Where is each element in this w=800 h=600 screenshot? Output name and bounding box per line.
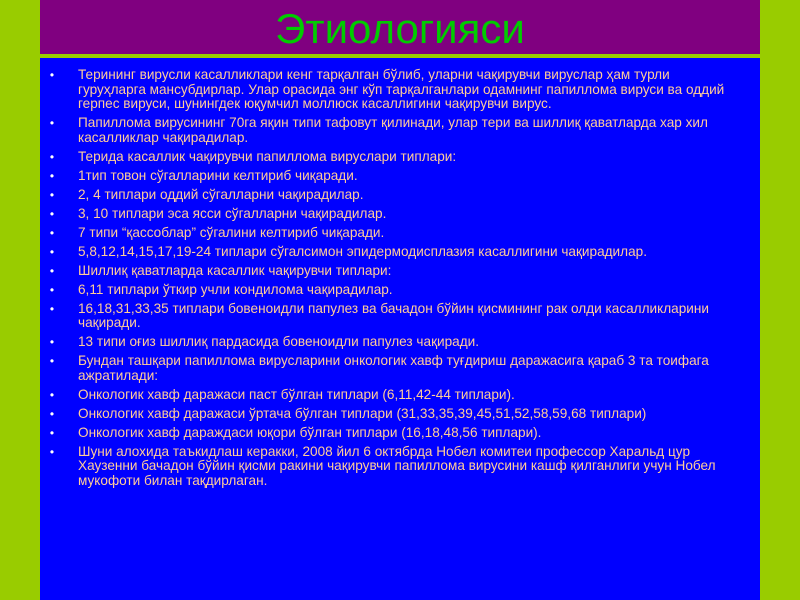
bullet-icon: •	[49, 387, 55, 402]
bullet-item	[46, 116, 740, 145]
bullet-list	[46, 68, 740, 489]
bullet-text: Терининг вирусли касалликлари кенг тарқалган бўлиб, уларни чақирувчи вируслар ҳам турли гуруҳларга мансубдирлар. Улар орасида энг кўп тарқалганлари одамнинг папиллома вируси ва оддий герпес вируси, шунингдек юқумчил моллюск касаллигини чақирувчи вирус.	[78, 67, 725, 112]
bullet-icon: •	[49, 187, 55, 202]
bullet-text: 16,18,31,33,35 типлари бовеноидли папулез ва бачадон бўйин қисмининг рак олди касалликларини чақиради.	[78, 300, 709, 331]
bullet-icon: •	[49, 354, 55, 369]
bullet-item	[46, 226, 740, 241]
bullet-icon: •	[49, 149, 55, 164]
bullet-item	[46, 388, 740, 403]
bullet-text: 7 типи “қассоблар” сўгалини келтириб чиқаради.	[78, 224, 385, 240]
bullet-icon: •	[49, 301, 55, 316]
bullet-item	[46, 426, 740, 441]
bullet-text: Шуни алохида таъкидлаш керакки, 2008 йил 6 октябрда Нобел комитеи профессор Харальд цур Хаузенни бачадон бўйин қисми ракини чақирувчи папиллома вирусини кашф қилганлиги учун Нобел мукофоти билан тақдирлаган.	[78, 443, 716, 488]
bullet-item	[46, 207, 740, 222]
bullet-text: 13 типи оғиз шиллиқ пардасида бовеноидли папулез чақиради.	[78, 334, 480, 350]
bullet-item	[46, 354, 740, 383]
bullet-item	[46, 245, 740, 260]
bullet-text: 1тип товон сўгалларини келтириб чиқаради.	[78, 167, 358, 183]
bullet-item	[46, 188, 740, 203]
bullet-text: Онкологик хавф даражаси паст бўлган типлари (6,11,42-44 типлари).	[78, 386, 515, 402]
bullet-item	[46, 335, 740, 350]
bullet-text: 3, 10 типлари эса ясси сўгалларни чақирадилар.	[78, 205, 387, 221]
bullet-item	[46, 445, 740, 489]
bullet-text: Онкологик хавф даражаси ўртача бўлган типлари (31,33,35,39,45,51,52,58,59,68 типлари)	[78, 405, 647, 421]
bullet-icon: •	[49, 244, 55, 259]
bullet-icon: •	[49, 282, 55, 297]
bullet-item	[46, 150, 740, 165]
bullet-item	[46, 302, 740, 331]
bullet-icon: •	[49, 225, 55, 240]
bullet-item	[46, 407, 740, 422]
bullet-text: Шиллиқ қаватларда касаллик чақирувчи типлари:	[78, 262, 392, 278]
bullet-icon: •	[49, 263, 55, 278]
bullet-item	[46, 68, 740, 112]
slide-title: Этиологияси	[275, 5, 525, 52]
bullet-icon: •	[49, 335, 55, 350]
bullet-item	[46, 169, 740, 184]
bullet-text: Терида касаллик чақирувчи папиллома вируслари типлари:	[78, 148, 457, 164]
bullet-icon: •	[49, 425, 55, 440]
bullet-text: Папиллома вирусининг 70га яқин типи тафовут қилинади, улар тери ва шиллиқ қаватларда хар хил касалликлар чақирадилар.	[78, 115, 708, 145]
bullet-text: 5,8,12,14,15,17,19-24 типлари сўгалсимон эпидермодисплазия касаллигини чақирадилар.	[78, 243, 647, 259]
bullet-icon: •	[49, 406, 55, 421]
bullet-icon: •	[49, 68, 55, 82]
bullet-icon: •	[49, 168, 55, 183]
bullet-text: 6,11 типлари ўткир учли кондилома чақирадилар.	[78, 281, 393, 297]
bullet-icon: •	[49, 206, 55, 221]
bullet-text: 2, 4 типлари оддий сўгалларни чақирадилар.	[78, 186, 364, 202]
bullet-icon: •	[49, 116, 55, 131]
bullet-icon: •	[49, 444, 55, 459]
bullet-item	[46, 283, 740, 298]
title-bar	[40, 0, 760, 54]
content-box	[40, 58, 760, 600]
bullet-text: Онкологик хавф дараждаси юқори бўлган типлари (16,18,48,56 типлари).	[78, 424, 542, 440]
bullet-text: Бундан ташқари папиллома вирусларини онкологик хавф туғдириш даражасига қараб 3 та тоифага ажратилади:	[78, 353, 709, 383]
bullet-item	[46, 264, 740, 279]
